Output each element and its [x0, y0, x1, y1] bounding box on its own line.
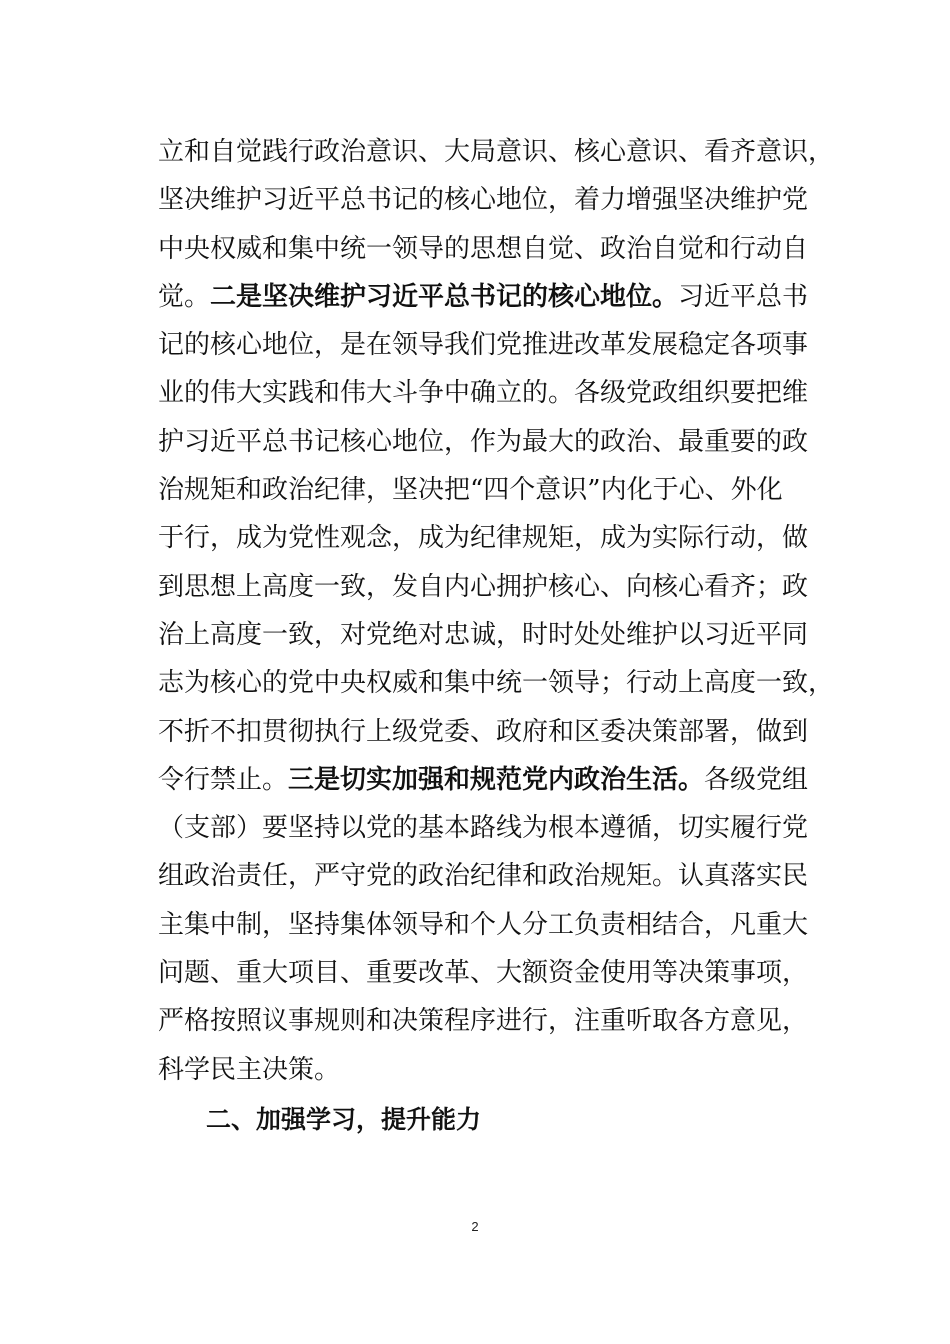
text-line: 于行，成为党性观念，成为纪律规矩，成为实际行动，做: [158, 523, 809, 554]
section-heading: 二、加强学习，提升能力: [206, 1105, 482, 1134]
text-line: 记的核心地位，是在领导我们党推进改革发展稳定各项事: [158, 330, 809, 361]
text-line: 业的伟大实践和伟大斗争中确立的。各级党政组织要把维: [158, 378, 809, 409]
text-line: 组政治责任，严守党的政治纪律和政治规矩。认真落实民: [158, 861, 809, 892]
text-line: 到思想上高度一致，发自内心拥护核心、向核心看齐；政: [158, 571, 809, 602]
text-line: 坚决维护习近平总书记的核心地位，着力增强坚决维护党: [158, 185, 809, 216]
text-line: 中央权威和集中统一领导的思想自觉、政治自觉和行动自: [158, 233, 809, 264]
text-line: 不折不扣贯彻执行上级党委、政府和区委决策部署，做到: [158, 716, 809, 747]
text-line: 志为核心的党中央权威和集中统一领导；行动上高度一致，: [158, 668, 835, 699]
point-two-heading: 二是坚决维护习近平总书记的核心地位。: [210, 281, 679, 312]
text-line: 觉。二是坚决维护习近平总书记的核心地位。习近平总书: [158, 281, 809, 312]
page-number: 2: [471, 1219, 479, 1234]
text-line: 治规矩和政治纪律，坚决把“四个意识”内化于心、外化: [158, 475, 783, 506]
text-line: 立和自觉践行政治意识、大局意识、核心意识、看齐意识，: [158, 137, 835, 167]
body-paragraph: [158, 128, 835, 1094]
text-line: 主集中制，坚持集体领导和个人分工负责相结合，凡重大: [158, 909, 809, 940]
text-line: 科学民主决策。: [158, 1054, 341, 1085]
text-line: （支部）要坚持以党的基本路线为根本遵循，切实履行党: [158, 813, 809, 844]
text-line: 问题、重大项目、重要改革、大额资金使用等决策事项，: [158, 958, 809, 989]
point-three-heading: 三是切实加强和规范党内政治生活。: [288, 764, 705, 795]
text-line: 令行禁止。三是切实加强和规范党内政治生活。各级党组: [158, 764, 809, 795]
text-line: 治上高度一致，对党绝对忠诚，时时处处维护以习近平同: [158, 619, 809, 650]
text-line: 严格按照议事规则和决策程序进行，注重听取各方意见，: [158, 1006, 809, 1037]
text-line: 护习近平总书记核心地位，作为最大的政治、最重要的政: [158, 426, 809, 457]
